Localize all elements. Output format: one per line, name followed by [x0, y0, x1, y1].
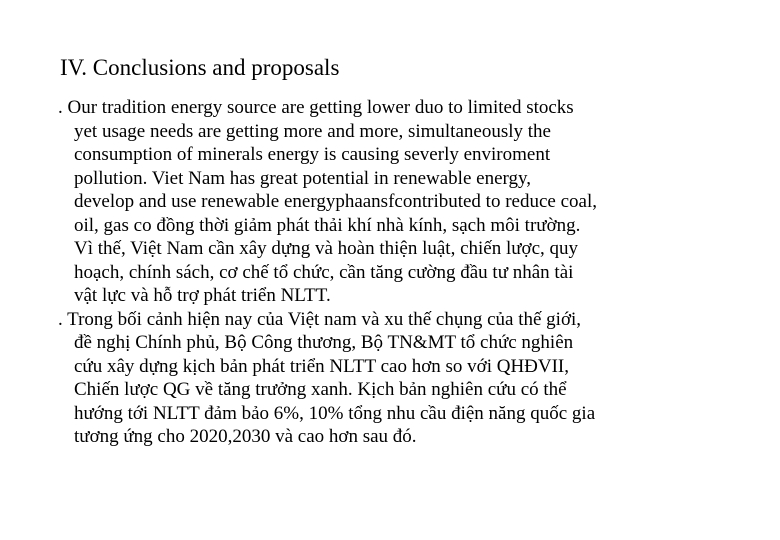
bullet-line: cứu xây dựng kịch bản phát triển NLTT cao hơn so với QHĐVII,	[74, 355, 570, 377]
bullet-line: hoạch, chính sách, cơ chế tổ chức, cần tăng cường đầu tư nhân tài	[74, 261, 574, 283]
bullet-line: develop and use renewable energyphaansfcontributed to reduce coal,	[74, 191, 597, 212]
bullet-line: tương ứng cho 2020,2030 và cao hơn sau đó.	[74, 426, 417, 447]
bullet-list	[58, 96, 758, 449]
bullet-line: Chiến lược QG về tăng trưởng xanh. Kịch bản nghiên cứu có thể	[74, 379, 567, 400]
bullet-line: hướng tới NLTT đảm bảo 6%, 10% tổng nhu cầu điện năng quốc gia	[74, 402, 596, 424]
bullet-line: . Trong bối cảnh hiện nay của Việt nam và xu thế chụng của thế giới,	[58, 308, 582, 330]
bullet-line: Vì thế, Việt Nam cần xây dựng và hoàn thiện luật, chiến lược, quy	[74, 238, 579, 259]
bullet-line: oil, gas co đồng thời giảm phát thải khí nhà kính, sạch môi trường.	[74, 214, 581, 236]
bullet-item-proposals	[58, 308, 758, 449]
page-title: IV. Conclusions and proposals	[60, 55, 340, 80]
bullet-line: . Our tradition energy source are getting lower duo to limited stocks	[58, 97, 574, 118]
bullet-line: yet usage needs are getting more and more, simultaneously the	[74, 120, 551, 142]
bullet-line: vật lực và hỗ trợ phát triển NLTT.	[74, 285, 331, 306]
bullet-line: consumption of minerals energy is causing severly enviroment	[74, 144, 551, 165]
bullet-line: pollution. Viet Nam has great potential in renewable energy,	[74, 167, 532, 189]
bullet-item-energy-sources	[58, 96, 758, 308]
bullet-line: đề nghị Chính phủ, Bộ Công thương, Bộ TN&MT tổ chức nghiên	[74, 332, 574, 353]
